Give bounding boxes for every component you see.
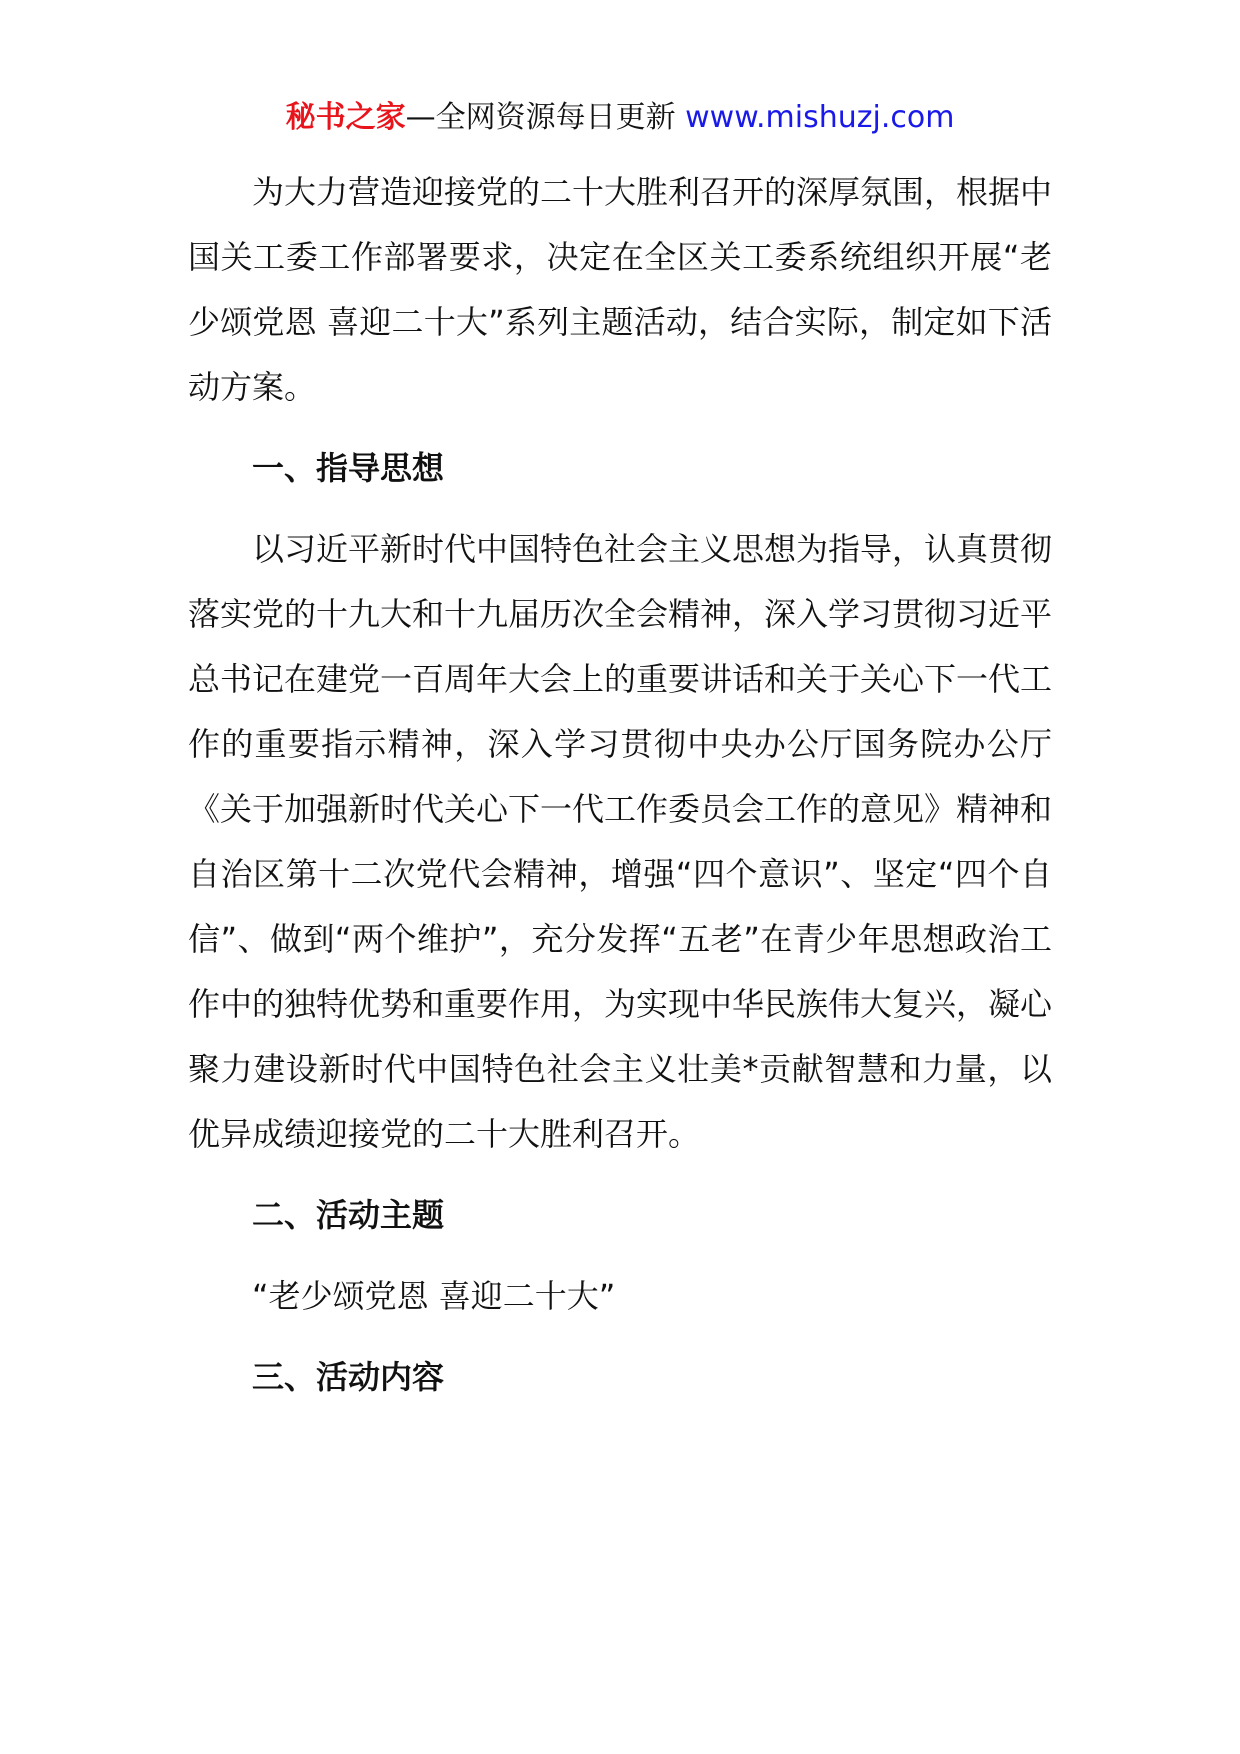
section-heading-activity-theme: 二、活动主题 xyxy=(252,1196,445,1234)
intro-paragraph: 为大力营造迎接党的二十大胜利召开的深厚氛围，根据中国关工委工作部署要求，决定在全区关工委系统组织开展“老少颂党恩 喜迎二十大”系列主题活动，结合实际，制定如下活动方案。 xyxy=(188,173,1053,406)
page-header xyxy=(0,98,1240,138)
guiding-thought-paragraph: 以习近平新时代中国特色社会主义思想为指导，认真贯彻落实党的十九大和十九届历次全会精神，深入学习贯彻习近平总书记在建党一百周年大会上的重要讲话和关于关心下一代工作的重要指示精神，深入学习贯彻中央办公厅国务院办公厅《关于加强新时代关心下一代工作委员会工作的意见》精神和自治区第十二次党代会精神，增强“四个意识”、坚定“四个自信”、做到“两个维护”，充分发挥“五老”在青少年思想政治工作中的独特优势和重要作用，为实现中华民族伟大复兴，凝心聚力建设新时代中国特色社会主义壮美*贡献智慧和力量，以优异成绩迎接党的二十大胜利召开。 xyxy=(188,530,1053,1153)
spacer xyxy=(188,1167,1052,1183)
section-heading-guiding-thought: 一、指导思想 xyxy=(252,449,445,487)
header-slogan: —全网资源每日更新 xyxy=(405,100,686,135)
header-brand: 秘书之家 xyxy=(285,100,406,135)
section-heading-activity-content: 三、活动内容 xyxy=(252,1358,445,1396)
spacer xyxy=(188,1329,1052,1345)
header-url-link[interactable]: www.mishuzj.com xyxy=(685,100,955,135)
spacer xyxy=(188,420,1052,436)
spacer xyxy=(188,1248,1052,1264)
spacer xyxy=(188,501,1052,517)
document-body xyxy=(188,160,1052,1410)
activity-theme-paragraph: “老少颂党恩 喜迎二十大” xyxy=(252,1277,616,1315)
